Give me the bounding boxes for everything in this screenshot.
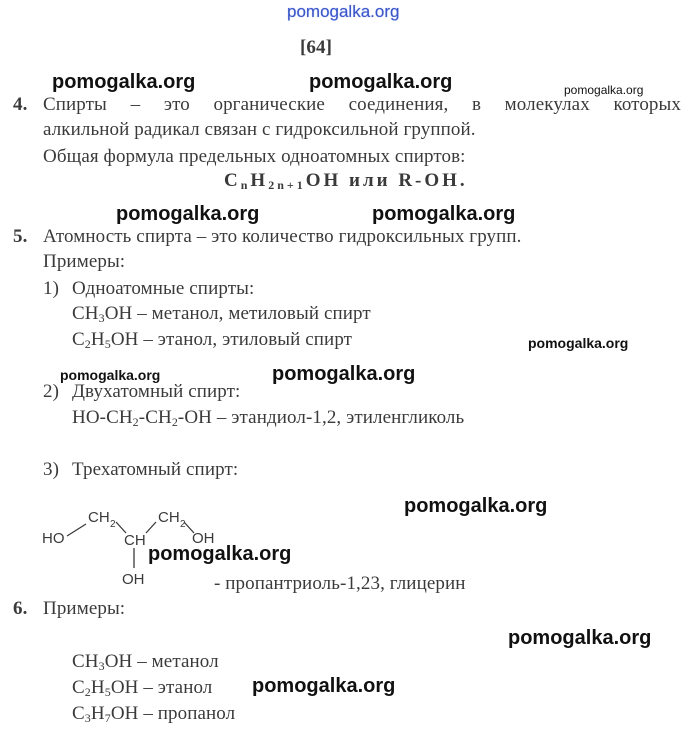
subitem-number: 1) — [43, 278, 60, 299]
structure-atom: OH — [122, 571, 145, 588]
structure-subscript: 2 — [110, 519, 116, 530]
watermark: pomogalka.org — [60, 367, 161, 383]
definition-line: Атомность спирта – это количество гидроксильных групп. — [43, 226, 522, 247]
general-formula: $C_nH_{2n+1}OH$ или R-OH. — [224, 170, 468, 192]
watermark: pomogalka.org — [116, 203, 260, 225]
structure-atom: CH — [158, 509, 180, 526]
examples-label: Примеры: — [43, 251, 126, 272]
watermark: pomogalka.org — [272, 363, 416, 385]
glycol-line: $HO-CH_2-CH_2-OH$ – этандиол-1,2, этиленгликоль — [72, 407, 465, 429]
watermark: pomogalka.org — [564, 83, 644, 97]
structure-atom: CH — [124, 532, 146, 549]
watermark: pomogalka.org — [404, 495, 548, 517]
item-number: 5. — [13, 226, 28, 247]
watermark: pomogalka.org — [148, 543, 292, 565]
structure-atom: HO — [42, 530, 65, 547]
ethanol-line: $C_2H_5OH$ – этанол — [72, 677, 213, 699]
watermark: pomogalka.org — [52, 71, 196, 93]
watermark-top: pomogalka.org — [287, 2, 400, 21]
subitem-number: 3) — [43, 459, 60, 480]
watermark: pomogalka.org — [528, 335, 629, 351]
structure-atom: OH — [192, 530, 215, 547]
formula-intro: Общая формула предельных одноатомных спиртов: — [43, 146, 466, 167]
subitem-title: Двухатомный спирт: — [72, 381, 241, 402]
methanol-line: $CH_3OH$ – метанол, метиловый спирт — [72, 303, 371, 325]
definition-line: алкильной радикал связан с гидроксильной группой. — [43, 119, 476, 140]
glycerol-label: - пропантриоль-1,23, глицерин — [214, 573, 466, 594]
watermark: pomogalka.org — [252, 675, 396, 697]
item-number: 6. — [13, 598, 28, 619]
definition-line: Спирты – это органические соединения, в молекулах которых — [43, 94, 681, 115]
methanol-line: $CH_3OH$ – метанол — [72, 651, 219, 673]
subitem-title: Трехатомный спирт: — [72, 459, 239, 480]
structure-subscript: 2 — [180, 519, 186, 530]
watermark: pomogalka.org — [372, 203, 516, 225]
watermark: pomogalka.org — [508, 627, 652, 649]
subitem-number: 2) — [43, 381, 60, 402]
propanol-line: $C_3H_7OH$ – пропанол — [72, 703, 236, 725]
watermark: pomogalka.org — [309, 71, 453, 93]
structure-atom: CH — [88, 509, 110, 526]
examples-label: Примеры: — [43, 598, 126, 619]
item-number: 4. — [13, 94, 28, 115]
page-number: [64] — [300, 37, 333, 58]
ethanol-line: $C_2H_5OH$ – этанол, этиловый спирт — [72, 329, 353, 351]
subitem-title: Одноатомные спирты: — [72, 278, 255, 299]
